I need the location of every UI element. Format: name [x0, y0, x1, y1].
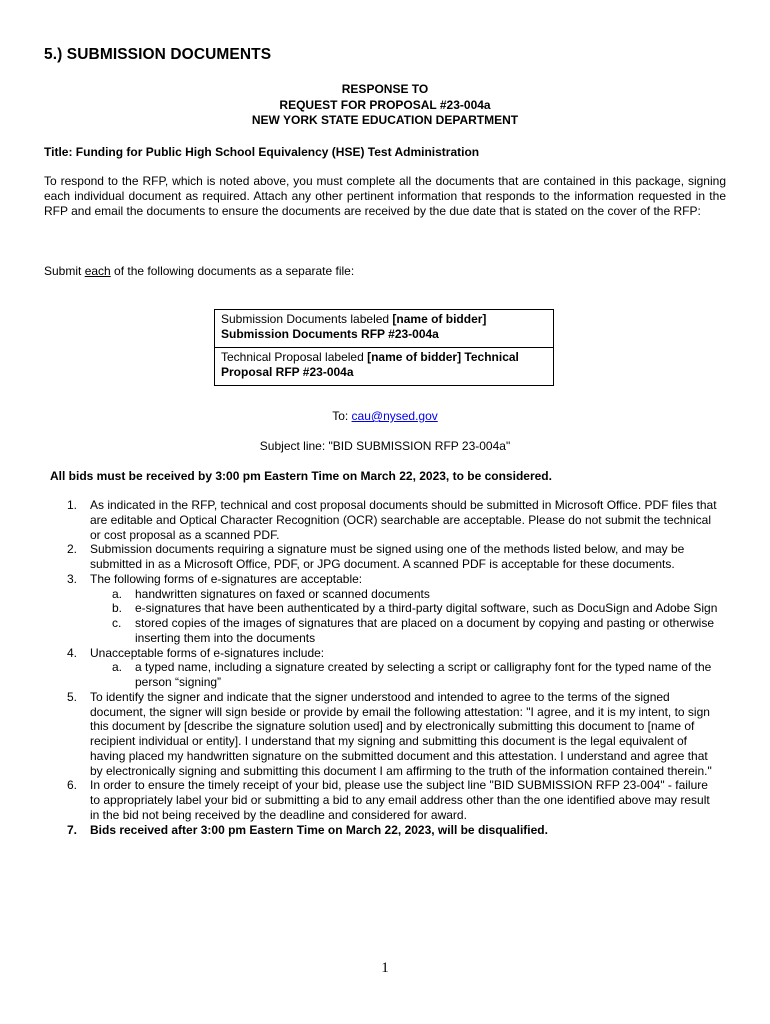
to-line: [0, 409, 770, 423]
submit-each-underlined: each: [84, 264, 111, 278]
list-number: 6.: [67, 778, 78, 793]
list-number: 4.: [67, 645, 78, 660]
sub-text: e-signatures that have been authenticated by a third-party digital software, such as DocuSign and Adobe Sign: [135, 601, 718, 616]
list-text: In order to ensure the timely receipt of your bid, please use the subject line "BID SUBMISSION RFP 23-004" - failure to appropriately label your bid or submitting a bid to any email address other than the one identified above may result in the bid not being received by the deadline and considered for award.: [90, 778, 710, 822]
doc-label-plain: Submission Documents labeled: [221, 312, 393, 326]
sub-letter: a.: [112, 660, 123, 675]
sub-letter: c.: [112, 616, 122, 630]
response-block: [0, 82, 770, 129]
list-text: The following forms of e-signatures are acceptable:: [90, 571, 363, 586]
rfp-title: Title: Funding for Public High School Equivalency (HSE) Test Administration: [44, 145, 480, 159]
instructions-list: [0, 498, 770, 837]
section-heading: 5.) SUBMISSION DOCUMENTS: [44, 46, 272, 63]
response-line-3: NEW YORK STATE EDUCATION DEPARTMENT: [251, 113, 519, 127]
table-cell: [215, 310, 554, 348]
sub-letter: b.: [112, 601, 123, 616]
list-item: [0, 498, 720, 542]
sub-text: handwritten signatures on faxed or scanned documents: [135, 586, 430, 601]
response-line-2: REQUEST FOR PROPOSAL #23-004a: [279, 97, 491, 112]
doc-label-bold: [name of bidder] Submission Documents RFP #23-004a: [221, 312, 487, 341]
list-number: 7.: [67, 822, 78, 837]
list-number: 1.: [67, 498, 78, 512]
email-link[interactable]: cau@nysed.gov: [351, 409, 438, 423]
sub-letter: a.: [112, 586, 123, 601]
list-item: [0, 823, 720, 838]
table-cell: [215, 348, 554, 386]
list-text: Submission documents requiring a signature must be signed using one of the methods listed below, and may be submitted in as a Microsoft Office, PDF, or JPG document. A scanned PDF is acceptable for these documents.: [90, 542, 685, 571]
submit-each-prefix: Submit: [44, 264, 85, 278]
list-number: 2.: [67, 542, 78, 557]
page-number: 1: [381, 960, 389, 976]
submit-each-line: [44, 264, 354, 278]
documents-table: [214, 309, 554, 386]
list-item: [0, 542, 720, 572]
list-text: Bids received after 3:00 pm Eastern Time on March 22, 2023, will be disqualified.: [90, 822, 548, 837]
sub-list-item: [0, 601, 720, 616]
list-number: 3.: [67, 571, 78, 586]
sub-list-item: [0, 660, 720, 690]
list-text: As indicated in the RFP, technical and cost proposal documents should be submitted in Microsoft Office. PDF files that are editable and Optical Character Recognition (OCR) searchable are acceptable. Please do not submit the technical or cost proposal as a scanned PDF.: [90, 498, 717, 542]
list-item: [0, 646, 720, 661]
list-number: 5.: [67, 689, 78, 704]
sub-list-item: [0, 616, 720, 646]
to-label: To:: [332, 409, 352, 423]
list-item: [0, 690, 720, 779]
deadline-notice: All bids must be received by 3:00 pm Eastern Time on March 22, 2023, to be considered.: [50, 469, 552, 483]
doc-label-plain: Technical Proposal labeled: [221, 350, 368, 364]
sub-list-item: [0, 587, 720, 602]
list-item: [0, 572, 720, 587]
submit-each-suffix: of the following documents as a separate file:: [110, 264, 355, 278]
doc-label-bold: [name of bidder] Technical Proposal RFP #23-004a: [221, 350, 519, 379]
sub-text: stored copies of the images of signatures that are placed on a document by copying and pasting or otherwise inserting them into the documents: [135, 616, 715, 645]
response-line-1: RESPONSE TO: [341, 82, 429, 96]
table-row: [215, 348, 554, 386]
list-text: To identify the signer and indicate that the signer understood and intended to agree to the terms of the signed document, the signer will sign beside or provide by email the following attestation: "I agree, and it is my intent, to sign this document by [describe the signature solution used] and by electronically submitting this document to [name of recipient individual or entity]. I understand that my signing and submitting this document is the legal equivalent of having placed my handwritten signature on the submitted document and this attestation. I understand and agree that by electronically signing and submitting this document I am affirming to the truth of the information contained therein.": [90, 689, 712, 778]
subject-line: Subject line: "BID SUBMISSION RFP 23-004a": [259, 439, 511, 453]
sub-text: a typed name, including a signature created by selecting a script or calligraphy font for the typed name of the person “signing”: [135, 660, 712, 689]
list-item: [0, 778, 720, 822]
list-text: Unacceptable forms of e-signatures include:: [90, 645, 325, 660]
intro-paragraph: To respond to the RFP, which is noted above, you must complete all the documents that are contained in this package, signing each individual document as required. Attach any other pertinent information that responds to the information requested in the RFP and email the documents to ensure the documents are received by the due date that is stated on the cover of the RFP:: [44, 174, 726, 219]
table-row: [215, 310, 554, 348]
